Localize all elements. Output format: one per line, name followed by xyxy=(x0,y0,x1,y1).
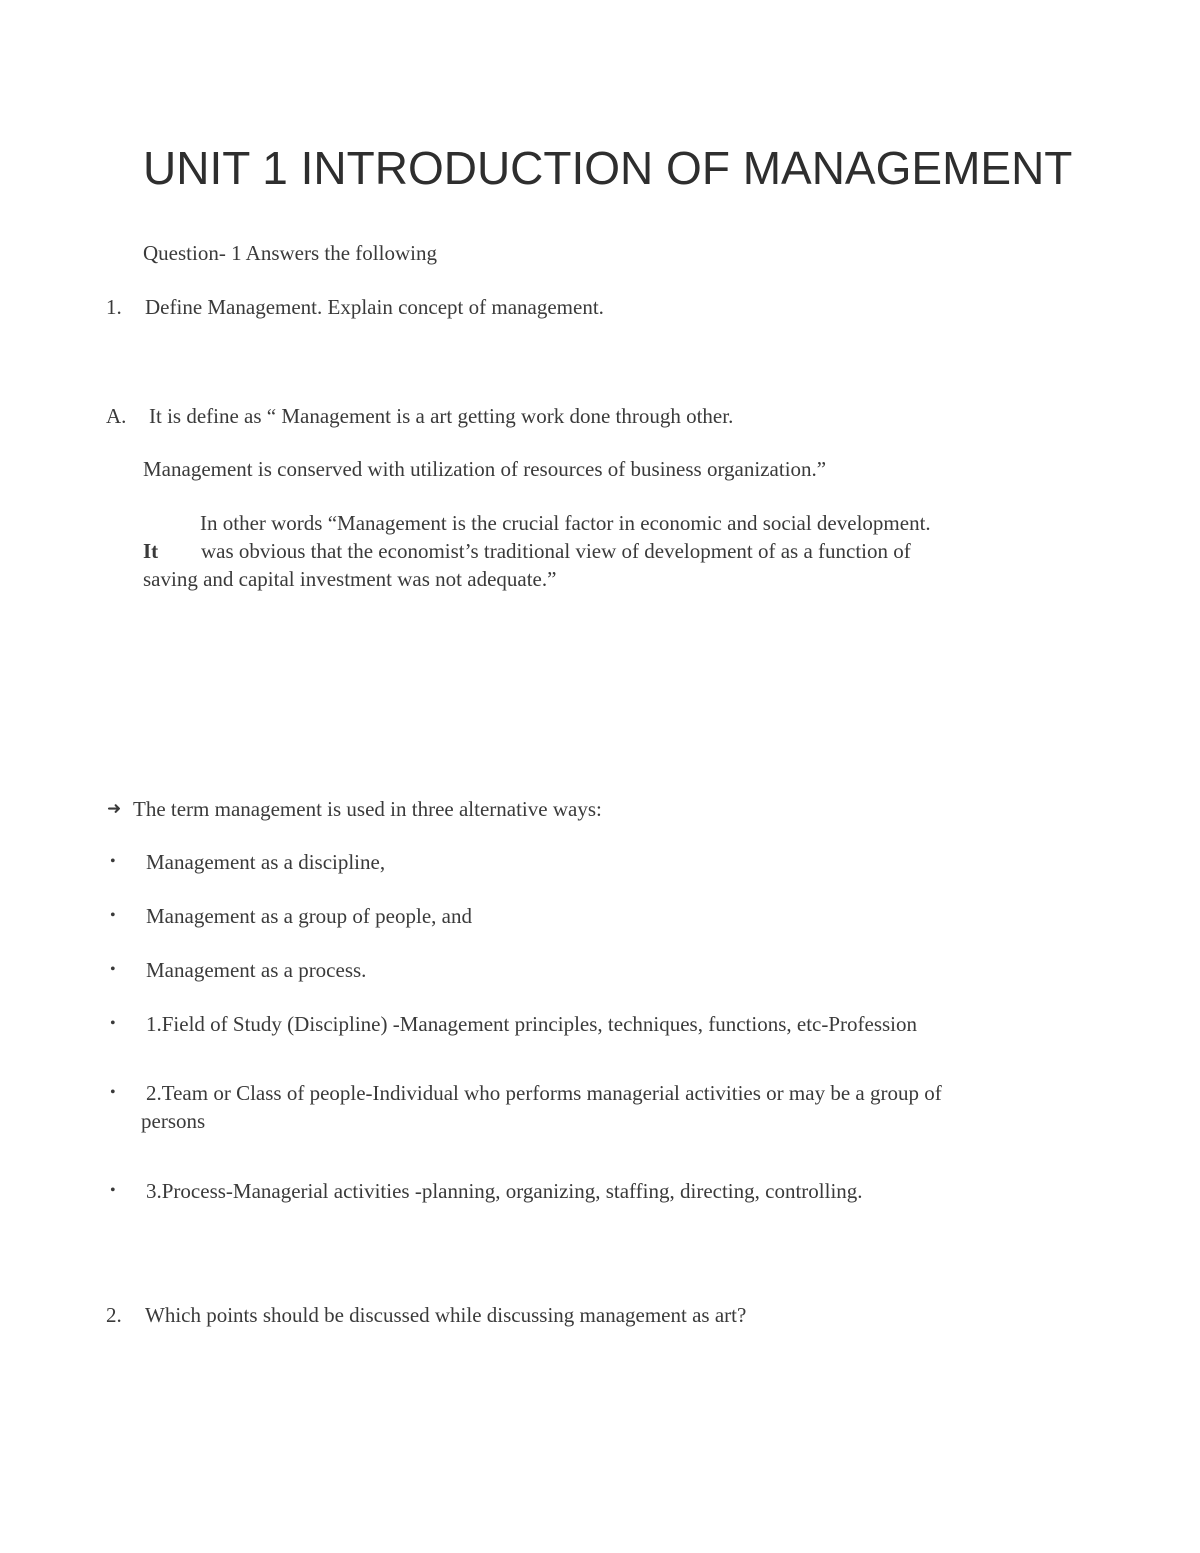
q2-number: 2. xyxy=(106,1303,122,1327)
answer-paragraph-line-1: In other words “Management is the crucial factor in economic and social development. xyxy=(200,511,931,535)
q2-text: Which points should be discussed while discussing management as art? xyxy=(145,1303,747,1327)
list-item: 1.Field of Study (Discipline) -Management principles, techniques, functions, etc-Profession xyxy=(146,1012,918,1036)
answer-paragraph-lead: It xyxy=(143,539,159,563)
q1-number: 1. xyxy=(106,295,122,319)
answer-paragraph-line-2: was obvious that the economist’s traditional view of development of as a function of xyxy=(201,539,911,563)
answer-line-2: Management is conserved with utilization of resources of business organization.” xyxy=(143,457,827,481)
question-header: Question- 1 Answers the following xyxy=(143,241,437,265)
bullet-icon: • xyxy=(110,853,116,870)
bullet-icon: • xyxy=(110,1015,116,1032)
list-item: Management as a discipline, xyxy=(146,850,386,874)
list-item: Management as a process. xyxy=(146,958,367,982)
bullet-icon: • xyxy=(110,1182,116,1199)
bullet-icon: • xyxy=(110,961,116,978)
list-item: 2.Team or Class of people-Individual who performs managerial activities or may be a group of xyxy=(146,1081,942,1105)
page-title: UNIT 1 INTRODUCTION OF MANAGEMENT xyxy=(143,142,1073,194)
list-item: 3.Process-Managerial activities -planning, organizing, staffing, directing, controlling. xyxy=(146,1179,863,1203)
answer-marker: A. xyxy=(106,404,127,428)
term-intro-text: The term management is used in three alternative ways: xyxy=(133,797,602,821)
q1-text: Define Management. Explain concept of management. xyxy=(145,295,604,319)
list-item: Management as a group of people, and xyxy=(146,904,472,928)
bullet-icon: • xyxy=(110,1084,116,1101)
bullet-icon: • xyxy=(110,907,116,924)
pointing-hand-icon: ➜ xyxy=(107,799,122,819)
list-item-continuation: persons xyxy=(141,1109,206,1133)
answer-line-1: It is define as “ Management is a art getting work done through other. xyxy=(149,404,734,428)
answer-paragraph-line-3: saving and capital investment was not adequate.” xyxy=(143,567,557,591)
